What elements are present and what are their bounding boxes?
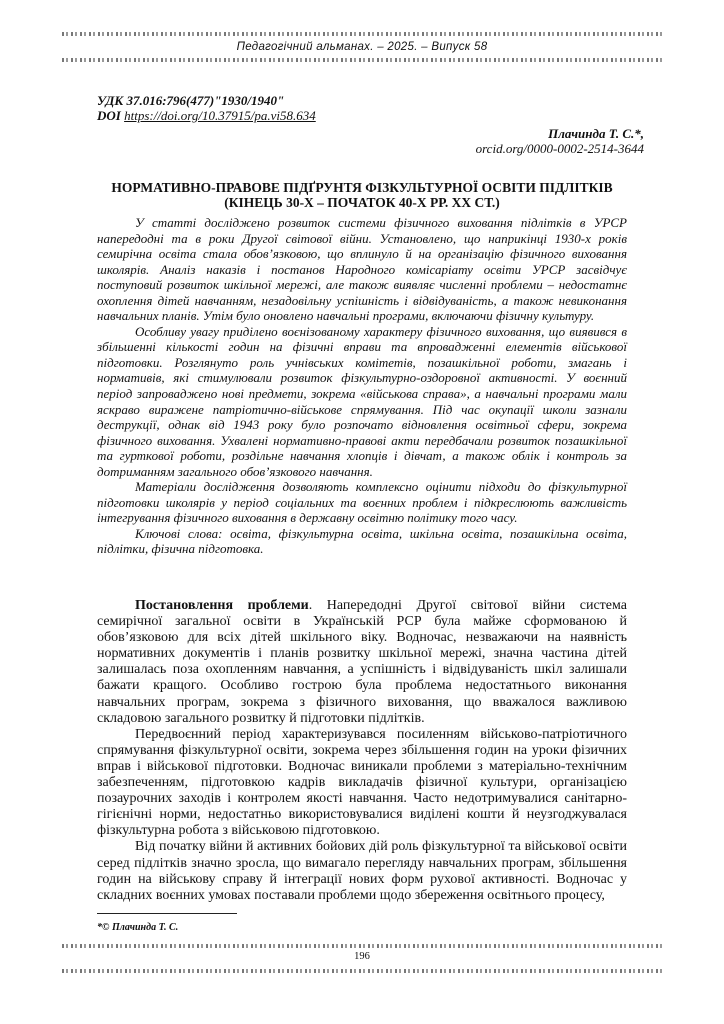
article-title xyxy=(97,180,627,210)
ornament-bottom-2 xyxy=(62,966,662,975)
ornament-top-2 xyxy=(62,55,662,64)
keywords: Ключові слова: освіта, фізкультурна освіта, шкільна освіта, позашкільна освіта, підлітки, фізична підготовка. xyxy=(97,525,627,557)
doi-label: DOI xyxy=(97,108,121,123)
abstract-paragraph: Особливу увагу приділено воєнізованому характеру фізичного виховання, що виявився в збільшенні кількості годин на фізичні вправи та впровадженні елементів військової підготовки. Розглянуто роль учнівських комітетів, позашкільної роботи, змагань і нормативів, які стимулювали розвиток фізкультурно-оздоровної активності. У воєнний період запроваджено нові предмети, зокрема «військова справа», а навчальні програми мали яскраво виражене патріотично-військове спрямування. Під час окупації школи зазнали деструкції, однак від 1943 року було розпочато відновлення освітньої сфери, зокрема фізичного виховання. Ухвалені нормативно-правові акти передбачали розвиток позашкільної та гурткової роботи, роздільне навчання хлопців і дівчат, а також облік і контроль за дотриманням загального обов’язкового навчання. xyxy=(97,323,627,479)
body-paragraph: Від початку війни й активних бойових дій роль фізкультурної та військової освіти серед підлітків значно зросла, що вимагало перегляду навчальних програм, збільшення годин на військову справу й інтеграції нових форм рухової активності. Водночас у складних воєнних умовах поставали проблеми щодо збереження освітнього процесу, xyxy=(97,839,627,903)
abstract xyxy=(97,215,627,557)
body-text xyxy=(97,598,627,904)
body-paragraph: Передвоєнний період характеризувався посиленням військово-патріотичного спрямування фізкультурної освіти, зокрема через збільшення годин на уроки фізичних вправ і військової підготовки. Водночас виникали проблеми з матеріально-технічним забезпеченням, підготовкою кадрів викладачів фізичної культури, організацією позаурочних заходів і контролем якості навчання. Часто недотримувалися санітарно-гігієнічні норми, недостатньо використовувалися виділені кошти й неузгоджувалася фізкультурна робота з військовою підготовкою. xyxy=(97,726,627,839)
page-number: 196 xyxy=(354,951,370,962)
paragraph-text: . Напередодні Другої світової війни система семирічної загальної освіти в Українській РСР була майже сформованою й обов’язковою для всіх дітей шкільного віку. Водночас, незважаючи на наявність нормативних документів і планів розвитку шкільної мережі, значна частина дітей залишалась поза охопленням навчання, а успішність і відвідуваність шкіл залишали бажати кращого. Особливо гострою була проблема недостатнього виконання навчальних програм, зокрема з фізичного виховання, що вважалося важливою складовою загального розвитку й підготовки підлітків. xyxy=(97,598,627,726)
footnote-divider xyxy=(97,913,237,914)
title-line-1: НОРМАТИВНО-ПРАВОВЕ ПІДҐРУНТЯ ФІЗКУЛЬТУРНОЇ ОСВІТИ ПІДЛІТКІВ xyxy=(111,180,613,195)
author-orcid[interactable]: orcid.org/0000-0002-2514-3644 xyxy=(475,141,644,156)
abstract-paragraph: Матеріали дослідження дозволяють комплексно оцінити підходи до фізкультурної підготовки школярів у період соціальних та воєнних проблем і підкреслюють важливість інтегрування фізичного виховання в державну освітню політику того часу. xyxy=(97,479,627,526)
title-line-2: (КІНЕЦЬ 30-Х – ПОЧАТОК 40-Х РР. ХХ СТ.) xyxy=(224,195,500,210)
body-paragraph xyxy=(97,598,627,727)
ornament-bottom xyxy=(62,941,662,950)
author-name: Плачинда Т. С.*, xyxy=(548,126,644,141)
doi-line xyxy=(97,108,316,124)
ornament-top xyxy=(62,29,662,38)
section-heading: Постановлення проблеми xyxy=(135,598,309,613)
doi-link[interactable]: https://doi.org/10.37915/pa.vi58.634 xyxy=(124,108,316,123)
udk: УДК 37.016:796(477)"1930/1940" xyxy=(97,93,285,108)
journal-header: Педагогічний альманах. – 2025. – Випуск 58 xyxy=(236,41,488,53)
footnote: *© Плачинда Т. С. xyxy=(97,922,179,933)
abstract-paragraph: У статті досліджено розвиток системи фізичного виховання підлітків в УРСР напередодні та в роки Другої світової війни. Установлено, що наприкінці 1930-х років семирічна освіта стала обов’язковою, що вплинуло й на організацію фізичного виховання школярів. Аналіз наказів і постанов Народного комісаріату освіти УРСР засвідчує поступовий розвиток шкільної мережі, але також виявляє численні проблеми – недостатнє охоплення дітей навчанням, незадовільну успішність і відвідуваність, а також невиконання навчальних планів. Утім було оновлено навчальні програми, включаючи фізичну культуру. xyxy=(97,215,627,324)
